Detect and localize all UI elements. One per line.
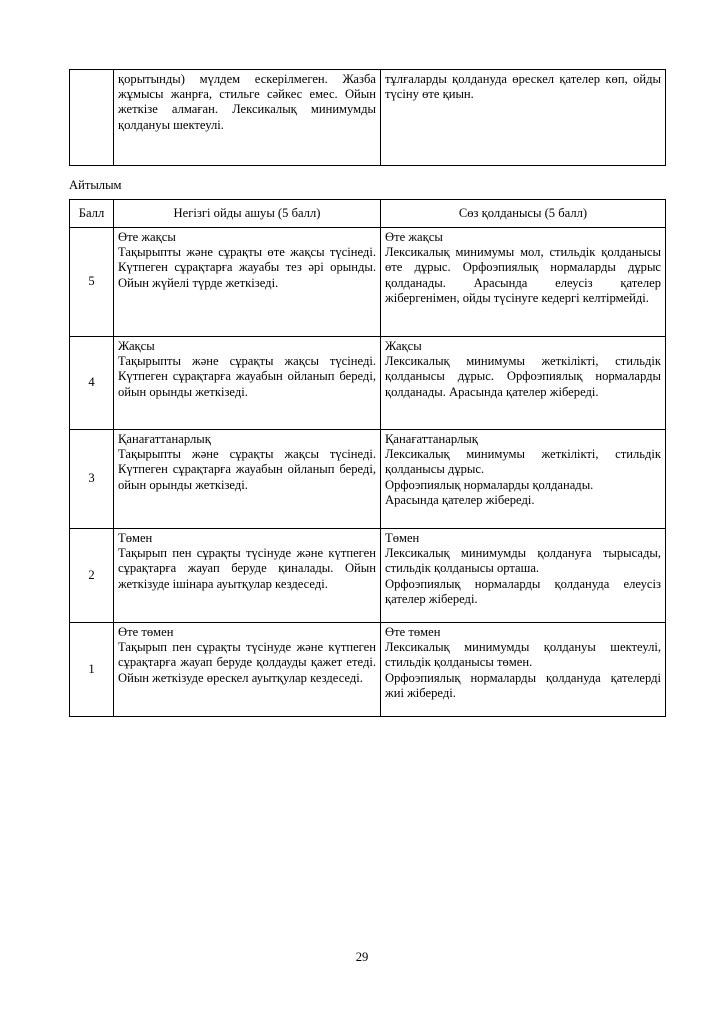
usage-line: Лексикалық минимумды қолдануға тырысады, стильдік қолданысы орташа. — [385, 546, 661, 576]
table-row — [70, 228, 666, 337]
table-row — [70, 337, 666, 430]
idea-cell — [114, 529, 381, 623]
continuation-left-cell: қорытынды) мүлдем ескерілмеген. Жазба жұмысы жанрға, стильге сәйкес емес. Ойын жеткізе алмаған. Лексикалық минимумды қолдануы шектеулі. — [114, 70, 381, 166]
usage-cell — [381, 623, 666, 717]
idea-text: Тақырып пен сұрақты түсінуде және күтпеген сұрақтарға жауап беруде қолдауды қажет етеді. Ойын жеткізуде өрескел ауытқулар кездеседі. — [118, 640, 376, 685]
idea-text: Тақырыпты және сұрақты өте жақсы түсінеді. Күтпеген сұрақтарға жауабы тез әрі орынды. Ойын жүйелі түрде жеткізеді. — [118, 245, 376, 290]
idea-cell — [114, 430, 381, 529]
idea-cell — [114, 623, 381, 717]
usage-text: Лексикалық минимумы жеткілікті, стильдік қолданысы дұрыс. Орфоэпиялық нормаларды қолданады. Арасында қателер жібереді. — [385, 354, 661, 399]
section-title: Айтылым — [69, 178, 122, 192]
idea-text: Тақырып пен сұрақты түсінуде және күтпеген сұрақтарға жауап беруде қиналады. Ойын жеткізуде ішінара ауытқулар кездеседі. — [118, 546, 376, 591]
idea-level: Қанағаттанарлық — [118, 432, 211, 446]
usage-line: Лексикалық минимумы жеткілікті, стильдік қолданысы дұрыс. — [385, 447, 661, 477]
table-row — [70, 70, 666, 166]
idea-text: Тақырыпты және сұрақты жақсы түсінеді. Күтпеген сұрақтарға жауабын ойланып береді, ойын орынды жеткізеді. — [118, 354, 376, 399]
score-cell: 1 — [70, 623, 114, 717]
usage-cell — [381, 228, 666, 337]
idea-level: Өте төмен — [118, 625, 174, 639]
score-cell: 4 — [70, 337, 114, 430]
usage-line: Орфоэпиялық нормаларды қолдануда елеусіз қателер жібереді. — [385, 576, 661, 606]
idea-level: Төмен — [118, 531, 153, 545]
column-header-score: Балл — [70, 200, 114, 228]
idea-text: Тақырыпты және сұрақты жақсы түсінеді. Күтпеген сұрақтарға жауабын ойланып береді, ойын орынды жеткізеді. — [118, 447, 376, 492]
usage-cell — [381, 430, 666, 529]
usage-cell — [381, 529, 666, 623]
score-cell: 3 — [70, 430, 114, 529]
table-row — [70, 529, 666, 623]
column-header-idea: Негізгі ойды ашуы (5 балл) — [114, 200, 381, 228]
idea-cell — [114, 228, 381, 337]
usage-level: Жақсы — [385, 339, 422, 353]
usage-level: Өте төмен — [385, 625, 441, 639]
idea-level: Өте жақсы — [118, 230, 176, 244]
table-row — [70, 623, 666, 717]
score-cell: 5 — [70, 228, 114, 337]
table-row — [70, 430, 666, 529]
page-number: 29 — [355, 950, 369, 964]
speaking-rubric-table — [69, 199, 666, 717]
continuation-table — [69, 69, 666, 166]
usage-line: Лексикалық минимумды қолдануы шектеулі, стильдік қолданысы төмен. — [385, 640, 661, 670]
usage-cell — [381, 337, 666, 430]
table-header-row — [70, 200, 666, 228]
idea-cell — [114, 337, 381, 430]
usage-line: Арасында қателер жібереді. — [385, 492, 535, 507]
usage-level: Өте жақсы — [385, 230, 443, 244]
empty-score-cell — [70, 70, 114, 166]
column-header-usage: Сөз қолданысы (5 балл) — [381, 200, 666, 228]
score-cell: 2 — [70, 529, 114, 623]
usage-level: Қанағаттанарлық — [385, 432, 478, 446]
usage-level: Төмен — [385, 531, 420, 545]
idea-level: Жақсы — [118, 339, 155, 353]
usage-text: Лексикалық минимумы мол, стильдік қолданысы өте дұрыс. Орфоэпиялық нормаларды дұрыс қолданады. Арасында елеусіз қателер жібергенімен, ойды түсінуге кедергі келтірмейді. — [385, 245, 661, 305]
usage-line: Орфоэпиялық нормаларды қолданады. — [385, 477, 594, 492]
usage-line: Орфоэпиялық нормаларды қолдануда қателерді жиі жібереді. — [385, 670, 661, 700]
continuation-right-cell: тұлғаларды қолдануда өрескел қателер көп, ойды түсіну өте қиын. — [381, 70, 666, 166]
